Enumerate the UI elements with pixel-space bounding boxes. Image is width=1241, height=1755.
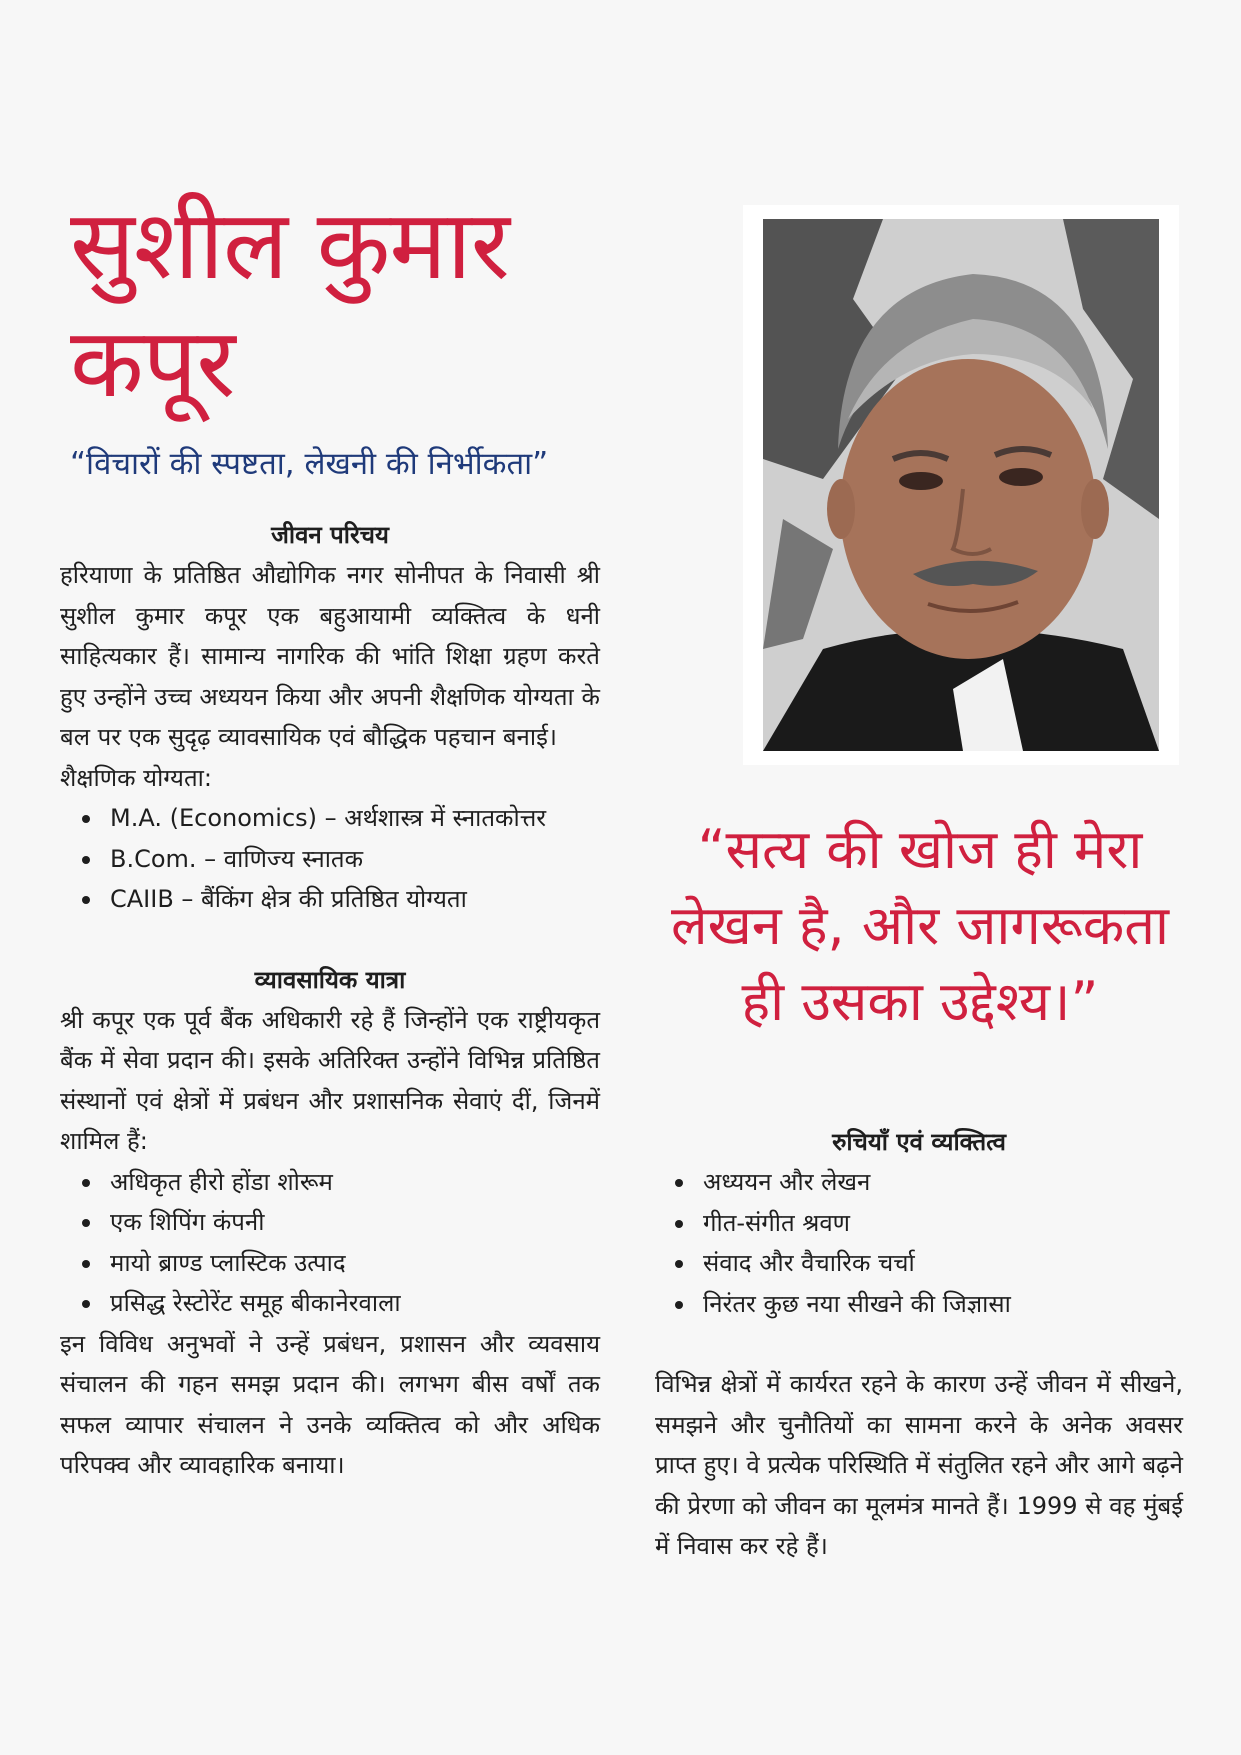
qualifications-label: शैक्षणिक योग्यता:	[60, 763, 212, 792]
list-item: प्रसिद्ध रेस्टोरेंट समूह बीकानेरवाला	[60, 1283, 600, 1324]
interests-list	[655, 1162, 1183, 1324]
list-item: संवाद और वैचारिक चर्चा	[655, 1243, 1183, 1284]
portrait-illustration	[763, 219, 1159, 751]
featured-quote: “सत्य की खोज ही मेरा लेखन है, और जागरूकता ही उसका उद्देश्य।”	[670, 818, 1170, 1033]
portrait-frame	[743, 205, 1179, 765]
author-name-line2: कपूर	[70, 307, 235, 419]
interests-heading: रुचियाँ एवं व्यक्तित्व	[832, 1128, 1006, 1156]
roles-list	[60, 1162, 600, 1324]
portrait-photo	[763, 219, 1159, 751]
list-item: B.Com. – वाणिज्य स्नातक	[60, 839, 600, 880]
author-name	[70, 186, 630, 422]
list-item: निरंतर कुछ नया सीखने की जिज्ञासा	[655, 1284, 1183, 1325]
author-name-line1: सुशील कुमार	[70, 189, 509, 301]
list-item: CAIIB – बैंकिंग क्षेत्र की प्रतिष्ठित योग्यता	[60, 879, 600, 920]
interests-text: विभिन्न क्षेत्रों में कार्यरत रहने के कारण उन्हें जीवन में सीखने, समझने और चुनौतियों का सामना करने के अनेक अवसर प्राप्त हुए। वे प्रत्येक परिस्थिति में संतुलित रहने और आगे बढ़ने की प्रेरणा को जीवन का मूलमंत्र मानते हैं। 1999 से वह मुंबई में निवास कर रहे हैं।	[655, 1370, 1183, 1560]
list-item: M.A. (Economics) – अर्थशास्त्र में स्नातकोत्तर	[60, 798, 600, 839]
list-item: एक शिपिंग कंपनी	[60, 1202, 600, 1243]
qualifications-list	[60, 798, 600, 920]
career-intro: श्री कपूर एक पूर्व बैंक अधिकारी रहे हैं जिन्होंने एक राष्ट्रीयकृत बैंक में सेवा प्रदान की। इसके अतिरिक्त उन्होंने विभिन्न प्रतिष्ठित संस्थानों एवं क्षेत्रों में प्रबंधन और प्रशासनिक सेवाएं दीं, जिनमें शामिल हैं:	[60, 1005, 600, 1155]
career-heading: व्यावसायिक यात्रा	[254, 965, 406, 994]
left-column	[60, 515, 600, 1486]
list-item: मायो ब्राण्ड प्लास्टिक उत्पाद	[60, 1243, 600, 1284]
right-column	[655, 1122, 1183, 1567]
career-conclusion: इन विविध अनुभवों ने उन्हें प्रबंधन, प्रशासन और व्यवसाय संचालन की गहन समझ प्रदान की। लगभग बीस वर्षों तक सफल व्यापार संचालन ने उनके व्यक्तित्व को और अधिक परिपक्व और व्यावहारिक बनाया।	[60, 1329, 600, 1479]
list-item: अधिकृत हीरो होंडा शोरूम	[60, 1162, 600, 1203]
list-item: गीत-संगीत श्रवण	[655, 1203, 1183, 1244]
biography-heading: जीवन परिचय	[271, 521, 389, 549]
list-item: अध्ययन और लेखन	[655, 1162, 1183, 1203]
biography-text: हरियाणा के प्रतिष्ठित औद्योगिक नगर सोनीपत के निवासी श्री सुशील कुमार कपूर एक बहुआयामी व्यक्तित्व के धनी साहित्यकार हैं। सामान्य नागरिक की भांति शिक्षा ग्रहण करते हुए उन्होंने उच्च अध्ययन किया और अपनी शैक्षणिक योग्यता के बल पर एक सुदृढ़ व्यावसायिक एवं बौद्धिक पहचान बनाई।	[60, 561, 600, 751]
tagline: “विचारों की स्पष्टता, लेखनी की निर्भीकता”	[70, 446, 549, 482]
